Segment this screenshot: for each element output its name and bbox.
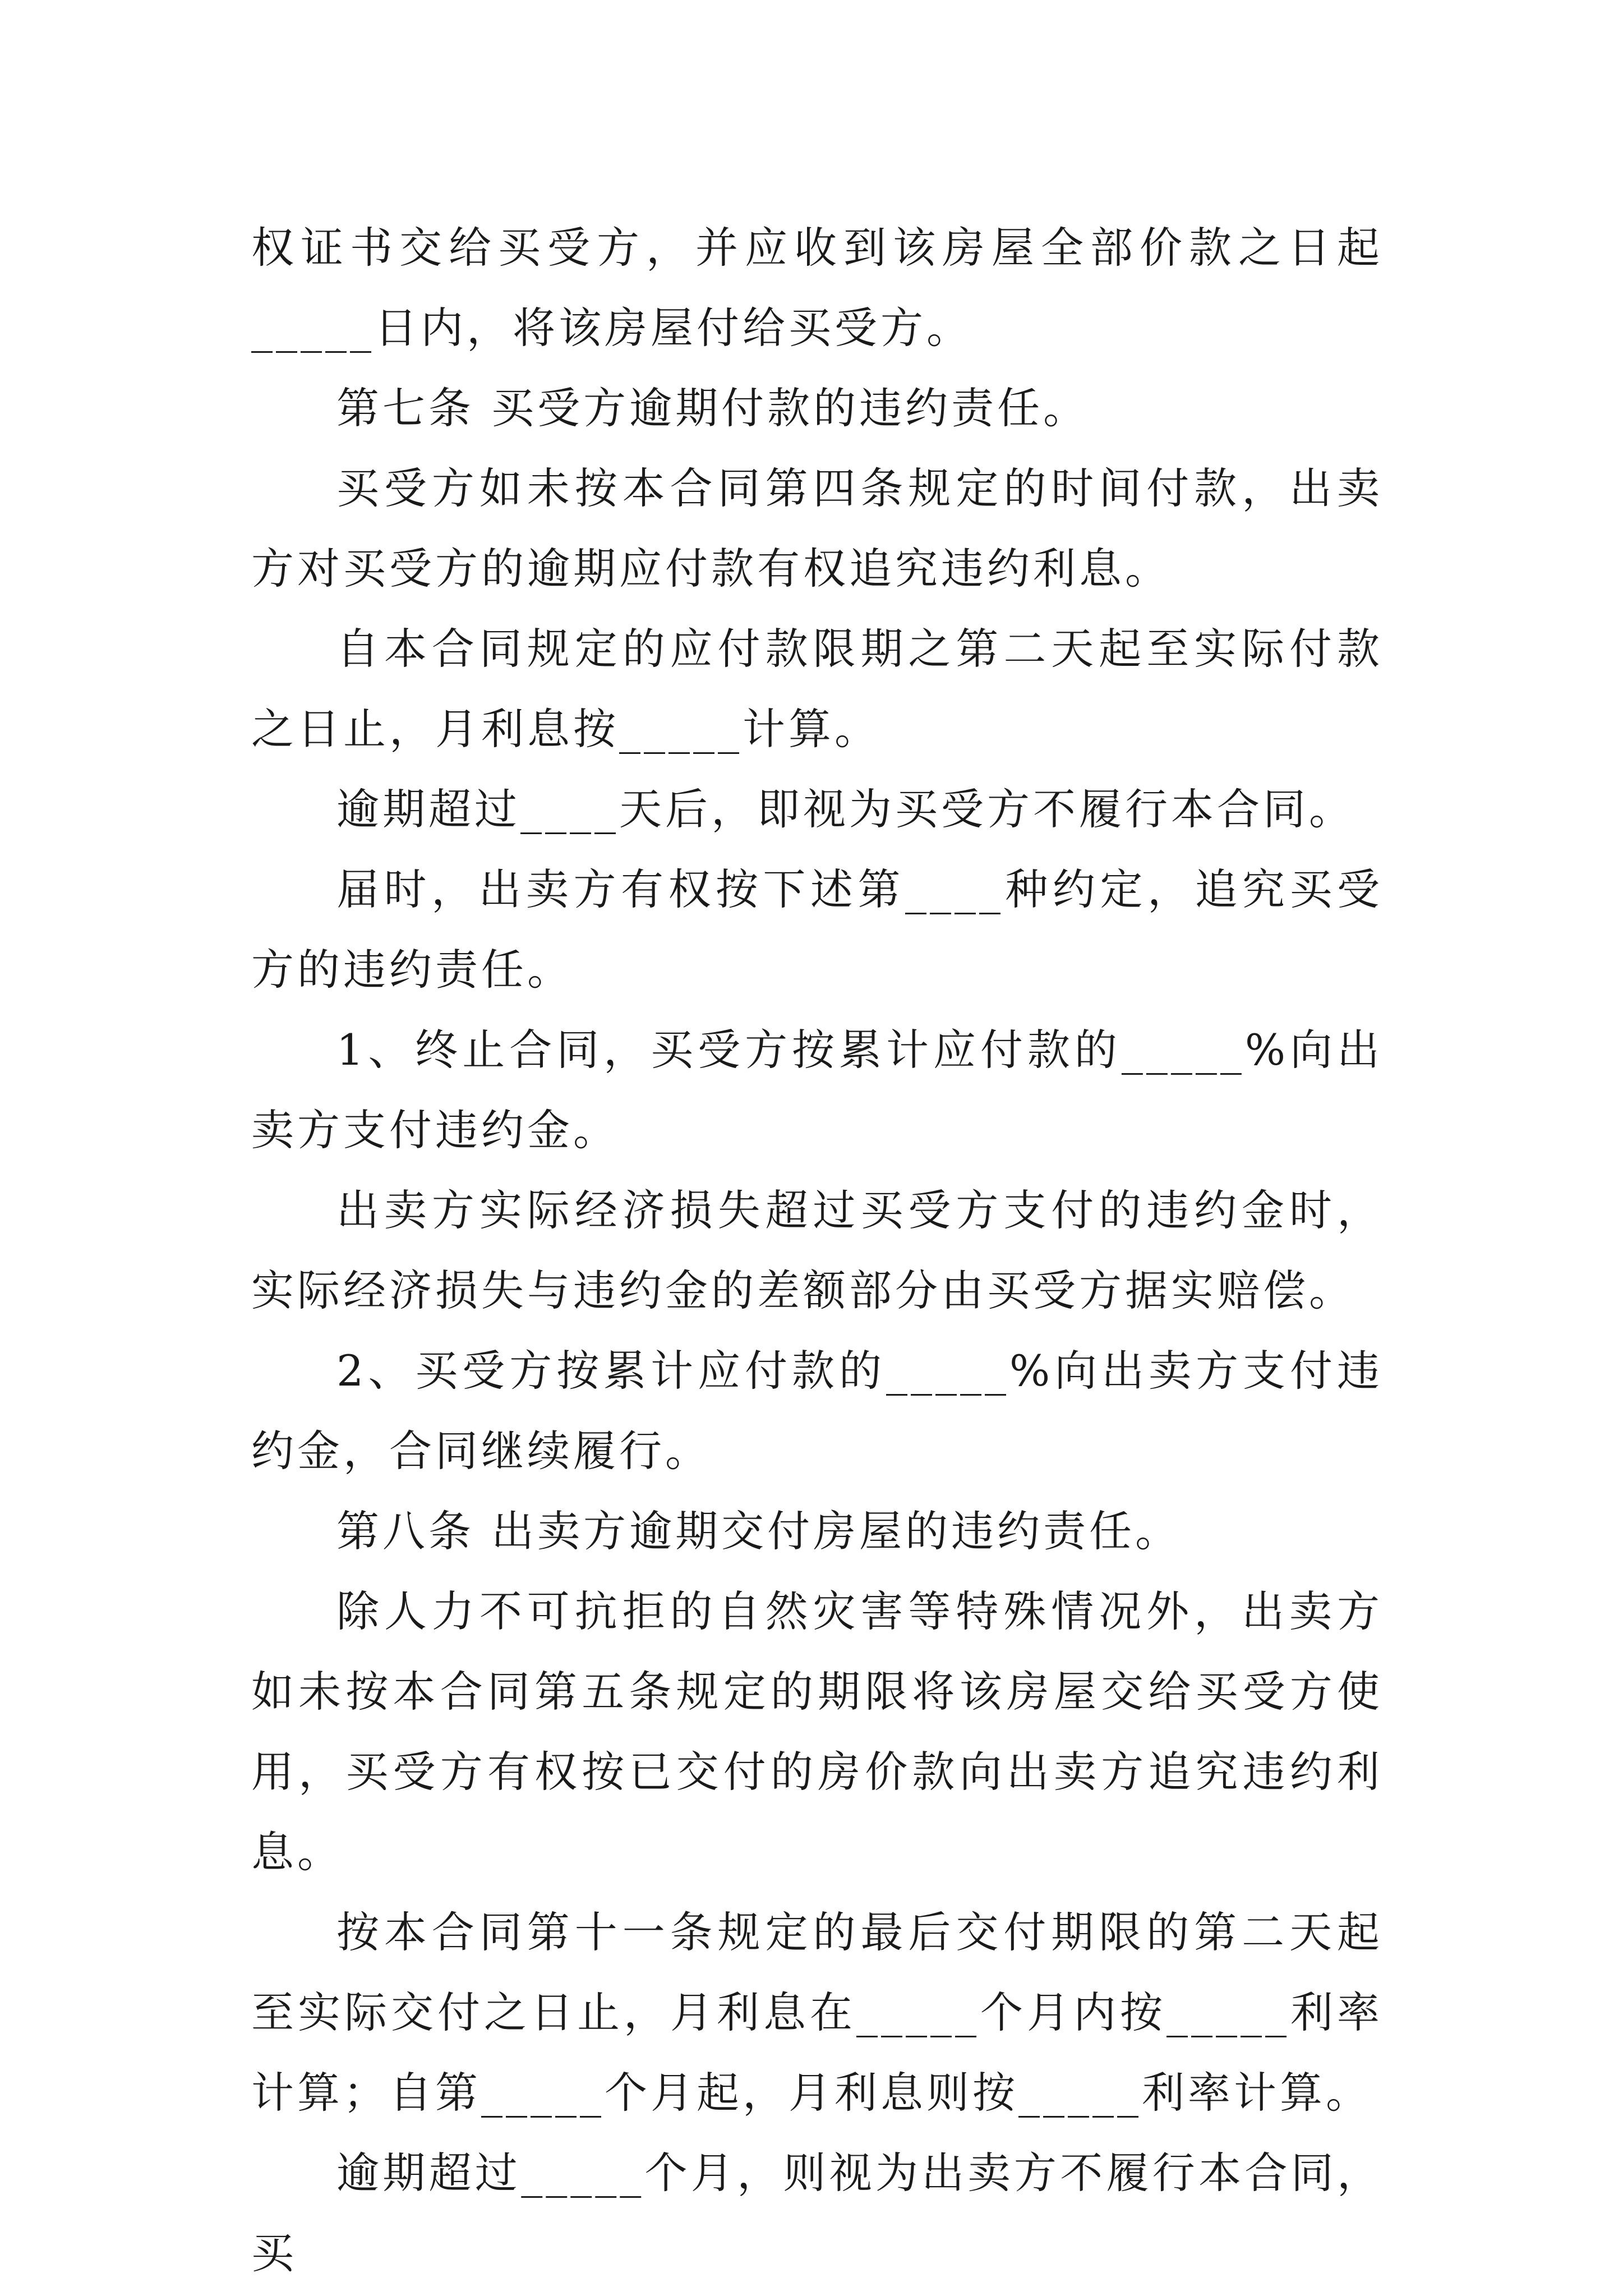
paragraph-late-delivery: 除人力不可抗拒的自然灾害等特殊情况外，出卖方如未按本合同第五条规定的期限将该房屋交给买受方使用，买受方有权按已交付的房价款向出卖方追究违约利息。 (251, 1586, 1383, 1877)
paragraph-actual-loss: 出卖方实际经济损失超过买受方支付的违约金时，实际经济损失与违约金的差额部分由买受方据实赔偿。 (251, 1185, 1383, 1315)
paragraph-late-payment: 买受方如未按本合同第四条规定的时间付款，出卖方对买受方的逾期应付款有权追究违约利息。 (251, 463, 1383, 593)
paragraph-monthly-interest: 自本合同规定的应付款限期之第二天起至实际付款之日止，月利息按_____计算。 (251, 624, 1383, 754)
paragraph-liability-option: 届时，出卖方有权按下述第____种约定，追究买受方的违约责任。 (251, 864, 1383, 995)
paragraph-option-2: 2、买受方按累计应付款的_____%向出卖方支付违约金，合同继续履行。 (251, 1346, 1383, 1476)
paragraph-delivery-interest: 按本合同第十一条规定的最后交付期限的第二天起至实际交付之日止，月利息在_____个月内按_____利率计算；自第_____个月起，月利息则按_____利率计算。 (251, 1907, 1383, 2118)
paragraph-continuation: 权证书交给买受方，并应收到该房屋全部价款之日起_____日内，将该房屋付给买受方。 (251, 223, 1383, 353)
document-body (251, 208, 1383, 2293)
article-8-heading: 第八条 出卖方逾期交付房屋的违约责任。 (336, 1506, 1182, 1556)
article-7-heading: 第七条 买受方逾期付款的违约责任。 (336, 383, 1090, 433)
paragraph-option-1: 1、终止合同，买受方按累计应付款的_____%向出卖方支付违约金。 (251, 1025, 1383, 1155)
paragraph-overdue-days: 逾期超过____天后，即视为买受方不履行本合同。 (336, 784, 1355, 834)
paragraph-overdue-months: 逾期超过_____个月，则视为出卖方不履行本合同，买 (251, 2148, 1383, 2278)
